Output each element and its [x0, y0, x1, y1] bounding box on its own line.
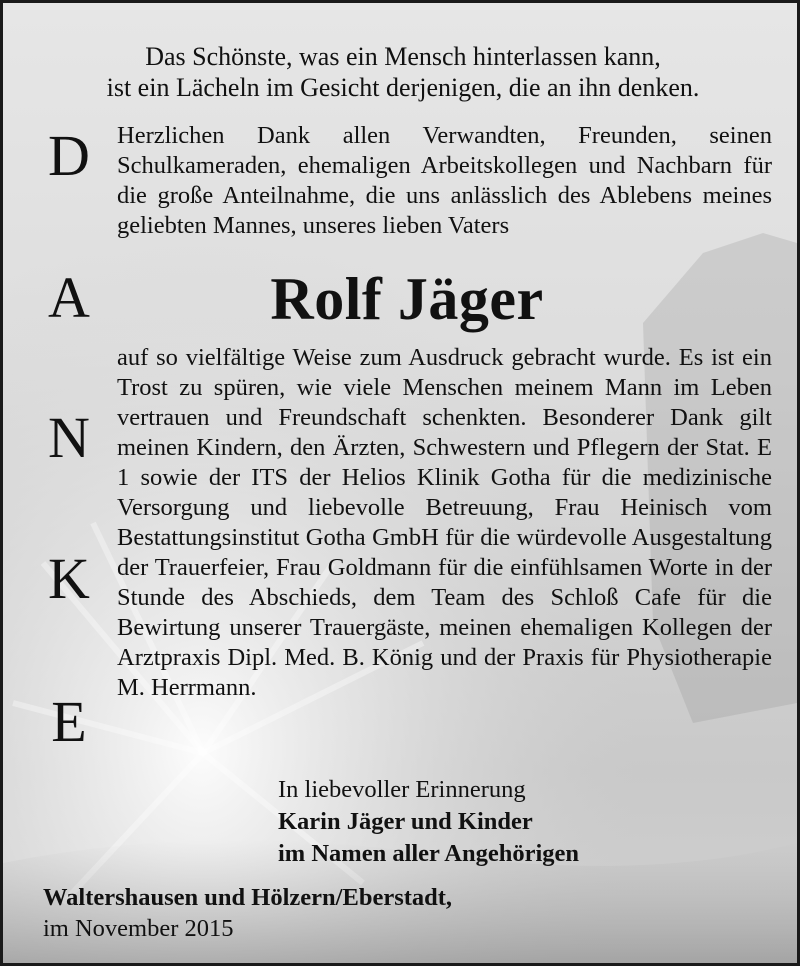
intro-paragraph: Herzlichen Dank allen Verwandten, Freunden, seinen Schulkameraden, ehemaligen Arbeitskollegen und Nachbarn für die große Anteilnahme, die uns anlässlich des Ablebens meines geliebten Mannes, unseres lieben Vaters [117, 122, 772, 239]
signature-relatives: im Namen aller Angehörigen [278, 840, 580, 867]
thanks-paragraph: auf so vielfältige Weise zum Ausdruck gebracht wurde. Es ist ein Trost zu spüren, wie viele Menschen meinem Mann im Leben vertrauen und Freundschaft schenkten. Besonderer Dank gilt meinen Kindern, den Ärzten, Schwestern und Pflegern der Stat. E 1 sowie der ITS der Helios Klinik Gotha für die medizinische Versorgung und liebevolle Betreuung, Frau Heinisch vom Bestattungsinstitut Gotha GmbH für die würdevolle Ausgestaltung der Trauerfeier, Frau Goldmann für die einfühlsamen Worte in der Stunde des Abschieds, dem Team des Schloß Cafe für die Bewirtung unserer Trauergäste, meinen ehemaligen Kollegen der Arztpraxis Dipl. Med. B. König und der Praxis für Physiotherapie M. Herrmann. [117, 344, 772, 701]
danke-letter-n: N [48, 405, 90, 470]
date-line: im November 2015 [43, 915, 234, 942]
motto-line: ist ein Lächeln im Gesicht derjenigen, die an ihn denken. [106, 73, 700, 102]
deceased-name: Rolf Jäger [270, 266, 544, 332]
place-line: Waltershausen und Hölzern/Eberstadt, [43, 884, 453, 911]
motto-line: Das Schönste, was ein Mensch hinterlassen kann, [145, 42, 661, 71]
danke-letter-k: K [48, 546, 90, 611]
danke-letter-d: D [48, 123, 90, 188]
signature-intro: In liebevoller Erinnerung [278, 776, 526, 803]
obituary-content [3, 3, 797, 963]
signature-family: Karin Jäger und Kinder [278, 808, 533, 835]
danke-letter-a: A [48, 265, 90, 330]
danke-letter-e: E [51, 689, 87, 754]
motto-quote [43, 41, 763, 103]
